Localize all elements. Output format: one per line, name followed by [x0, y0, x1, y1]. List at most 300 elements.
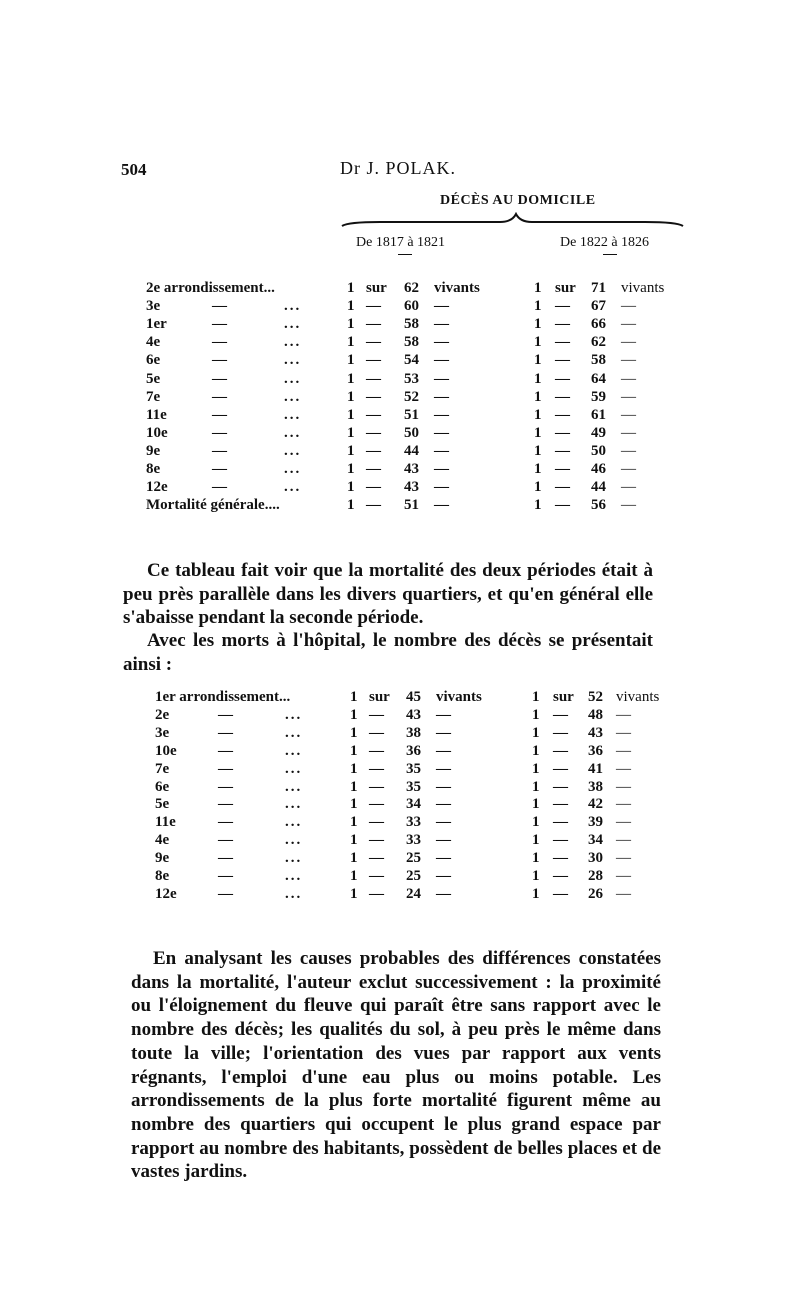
table-cell: 46 — [591, 461, 606, 477]
table-cell: 1 — [350, 706, 358, 723]
table-cell: 43 — [404, 461, 419, 477]
table-cell: — — [434, 406, 449, 423]
table-cell: 58 — [404, 334, 419, 351]
table-cell: — — [555, 370, 570, 387]
table-row — [0, 352, 800, 370]
table-cell: — — [616, 760, 631, 777]
table-cell: 50 — [591, 442, 606, 459]
table-cell: — — [555, 424, 570, 441]
table-cell: — — [621, 298, 636, 315]
period-1-header: De 1817 à 1821 — [356, 235, 446, 250]
table-cell: 61 — [591, 406, 606, 423]
leader-dots: ... — [285, 850, 303, 867]
ditto-mark: — — [218, 778, 233, 795]
table-cell: — — [434, 497, 449, 514]
table-cell: 38 — [588, 778, 603, 795]
leader-dots: ... — [284, 352, 302, 369]
table-cell: 1 — [347, 298, 355, 315]
table-cell: 1 — [534, 461, 542, 477]
paragraph-3: En analysant les causes probables des différences constatées dans la mortalité, l'auteur exclut successivement : la proximité ou l'éloignement du fleuve qui paraît être sans rapport avec le nombre des décès; les qualités du sol, à peu près le même dans toute la ville; l'orientation des vues par rapport aux vents régnants, l'emploi d'une eau plus ou moins potable. Les arrondissements de la plus forte mortalité figurent même au nombre des quartiers qui occupent le plus grand espace par rapport au nombre des habitants, possèdent de belles places et de vastes jardins. — [131, 948, 661, 1183]
table-cell: — — [553, 832, 568, 849]
row-label: 4e — [155, 832, 170, 849]
table-cell: 1 — [347, 424, 355, 441]
table-cell: 34 — [588, 832, 603, 849]
period-2-dash — [603, 254, 617, 255]
table-cell: — — [434, 370, 449, 387]
table-cell: 24 — [406, 885, 421, 902]
table-cell: 49 — [591, 424, 606, 441]
table-cell: 26 — [588, 885, 603, 902]
ditto-mark: — — [218, 706, 233, 723]
table-row — [0, 850, 800, 868]
table-row — [0, 389, 800, 407]
table-cell: — — [616, 778, 631, 795]
table-row — [0, 886, 800, 904]
table-cell: 1 — [534, 497, 542, 514]
table-cell: 1 — [347, 370, 355, 387]
ditto-mark: — — [212, 316, 227, 333]
table-cell: — — [436, 706, 451, 723]
table-cell: 1 — [347, 352, 355, 369]
leader-dots: ... — [284, 406, 302, 423]
row-label: 4e — [146, 334, 161, 351]
table-cell: vivants — [434, 280, 480, 296]
table-cell: sur — [553, 689, 574, 705]
table-cell: — — [555, 298, 570, 315]
ditto-mark: — — [212, 352, 227, 369]
ditto-mark: — — [218, 742, 233, 759]
table-cell: — — [553, 885, 568, 902]
table-cell: — — [369, 868, 384, 884]
table-cell: 1 — [347, 388, 355, 405]
table-cell: 36 — [406, 742, 421, 759]
table-cell: 1 — [350, 850, 358, 867]
brace-divider — [340, 212, 685, 230]
leader-dots: ... — [285, 868, 303, 884]
table-cell: 1 — [350, 885, 358, 902]
table-cell: 62 — [404, 280, 419, 296]
table-cell: 58 — [591, 352, 606, 369]
leader-dots: ... — [285, 814, 303, 831]
table-cell: — — [369, 832, 384, 849]
ditto-mark: — — [218, 885, 233, 902]
row-label: 11e — [146, 406, 167, 423]
table-cell: 1 — [350, 760, 358, 777]
row-label: 5e — [155, 796, 170, 813]
table-cell: — — [553, 850, 568, 867]
page-number: 504 — [121, 160, 147, 179]
table-cell: 1 — [350, 689, 358, 705]
table-row — [0, 479, 800, 497]
table-cell: — — [553, 814, 568, 831]
table-cell: 52 — [404, 388, 419, 405]
table-cell: 56 — [591, 497, 606, 514]
table-cell: 43 — [404, 479, 419, 496]
table-cell: 25 — [406, 868, 421, 884]
table-row — [0, 425, 800, 443]
ditto-mark: — — [212, 298, 227, 315]
table-row — [0, 725, 800, 743]
table-cell: 1 — [532, 850, 540, 867]
table-cell: 51 — [404, 406, 419, 423]
leader-dots: ... — [284, 334, 302, 351]
table-cell: 1 — [350, 724, 358, 741]
table-cell: — — [553, 868, 568, 884]
table-cell: — — [616, 796, 631, 813]
leader-dots: ... — [284, 370, 302, 387]
table-cell: — — [436, 885, 451, 902]
table-cell: 1 — [350, 742, 358, 759]
table-cell: — — [366, 388, 381, 405]
row-label: 6e — [146, 352, 161, 369]
table-cell: 60 — [404, 298, 419, 315]
leader-dots: ... — [285, 885, 303, 902]
table-cell: 42 — [588, 796, 603, 813]
table-cell: 1 — [534, 424, 542, 441]
table-cell: — — [555, 461, 570, 477]
table-cell: 1 — [347, 280, 355, 296]
table-cell: vivants — [621, 280, 665, 296]
row-label: Mortalité générale.... — [146, 497, 280, 514]
table-cell: 54 — [404, 352, 419, 369]
table-cell: — — [621, 388, 636, 405]
table-cell: — — [369, 885, 384, 902]
table-cell: 1 — [532, 832, 540, 849]
table-cell: 36 — [588, 742, 603, 759]
table-cell: 1 — [534, 352, 542, 369]
row-label: 10e — [155, 742, 177, 759]
table-cell: — — [369, 706, 384, 723]
table-cell: — — [434, 424, 449, 441]
ditto-mark: — — [212, 388, 227, 405]
table-cell: — — [369, 724, 384, 741]
table-row — [0, 779, 800, 797]
table-cell: — — [366, 442, 381, 459]
ditto-mark: — — [212, 479, 227, 496]
table-cell: 1 — [534, 334, 542, 351]
running-title: Dr J. POLAK. — [340, 158, 457, 178]
table-cell: 1 — [532, 885, 540, 902]
table-cell: 64 — [591, 370, 606, 387]
table-row — [0, 298, 800, 316]
table-cell: — — [621, 406, 636, 423]
table-cell: 1 — [532, 706, 540, 723]
table-cell: — — [553, 724, 568, 741]
row-label: 6e — [155, 778, 170, 795]
period-1-dash — [398, 254, 412, 255]
table-cell: — — [553, 760, 568, 777]
table-cell: sur — [369, 689, 390, 705]
table-cell: 1 — [534, 280, 542, 296]
row-label: 9e — [155, 850, 170, 867]
table-row — [0, 832, 800, 850]
leader-dots: ... — [285, 778, 303, 795]
ditto-mark: — — [218, 760, 233, 777]
table-cell: sur — [555, 280, 576, 296]
table-cell: — — [555, 388, 570, 405]
row-label: 2e arrondissement... — [146, 280, 275, 296]
table-cell: — — [436, 850, 451, 867]
row-label: 2e — [155, 706, 170, 723]
table-cell: 33 — [406, 814, 421, 831]
leader-dots: ... — [284, 479, 302, 496]
table-cell: — — [369, 796, 384, 813]
table-cell: — — [621, 334, 636, 351]
leader-dots: ... — [285, 796, 303, 813]
row-label: 5e — [146, 370, 161, 387]
table-row — [0, 761, 800, 779]
table-cell: — — [621, 479, 636, 496]
table-cell: 1 — [532, 742, 540, 759]
table-cell: 48 — [588, 706, 603, 723]
table-cell: — — [436, 868, 451, 884]
table-cell: vivants — [436, 689, 482, 705]
leader-dots: ... — [285, 742, 303, 759]
table-cell: 44 — [591, 479, 606, 496]
table-cell: — — [555, 479, 570, 496]
table-cell: — — [616, 814, 631, 831]
table-cell: 67 — [591, 298, 606, 315]
table-cell: — — [436, 742, 451, 759]
leader-dots: ... — [284, 316, 302, 333]
table-cell: — — [436, 724, 451, 741]
table-cell: — — [555, 316, 570, 333]
table-cell: 43 — [588, 724, 603, 741]
table-cell: — — [434, 442, 449, 459]
table-cell: — — [434, 316, 449, 333]
table-row — [0, 371, 800, 389]
table-cell: 1 — [534, 406, 542, 423]
table-cell: — — [621, 370, 636, 387]
table-cell: 71 — [591, 280, 606, 296]
row-label: 7e — [146, 388, 161, 405]
paragraph-1: Ce tableau fait voir que la mortalité des deux périodes était à peu près parallèle dans les divers quartiers, et qu'en général elle s'abaisse pendant la seconde période. — [123, 560, 653, 628]
table-cell: 28 — [588, 868, 603, 884]
leader-dots: ... — [285, 724, 303, 741]
table-cell: 1 — [350, 868, 358, 884]
table-cell: 39 — [588, 814, 603, 831]
row-label: 3e — [155, 724, 170, 741]
table-cell: — — [621, 352, 636, 369]
table-cell: 51 — [404, 497, 419, 514]
table-cell: 1 — [534, 370, 542, 387]
ditto-mark: — — [218, 832, 233, 849]
table-cell: — — [553, 742, 568, 759]
table-cell: — — [434, 298, 449, 315]
table-cell: 1 — [347, 461, 355, 477]
table-cell: 1 — [532, 814, 540, 831]
ditto-mark: — — [212, 424, 227, 441]
row-label: 8e — [155, 868, 170, 884]
table-cell: — — [436, 796, 451, 813]
table-cell: 1 — [532, 778, 540, 795]
table-cell: — — [434, 334, 449, 351]
table-cell: — — [555, 352, 570, 369]
table-cell: — — [366, 497, 381, 514]
table-cell: 1 — [534, 479, 542, 496]
table-cell: — — [616, 724, 631, 741]
table-cell: — — [616, 832, 631, 849]
row-label: 12e — [146, 479, 168, 496]
table-cell: — — [621, 424, 636, 441]
ditto-mark: — — [218, 796, 233, 813]
table-cell: — — [434, 352, 449, 369]
table-cell: — — [616, 885, 631, 902]
table-cell: — — [555, 334, 570, 351]
table-cell: 1 — [534, 316, 542, 333]
table-cell: — — [553, 778, 568, 795]
table-cell: 35 — [406, 760, 421, 777]
row-label: 1er arrondissement... — [155, 689, 291, 705]
table-cell: 62 — [591, 334, 606, 351]
table-cell: 1 — [350, 832, 358, 849]
table-cell: 1 — [347, 479, 355, 496]
table-cell: — — [555, 442, 570, 459]
table-row — [0, 461, 800, 479]
table-cell: — — [616, 706, 631, 723]
table-cell: — — [555, 497, 570, 514]
table-cell: vivants — [616, 689, 660, 705]
table-cell: 30 — [588, 850, 603, 867]
table-cell: 1 — [350, 814, 358, 831]
table-cell: — — [621, 442, 636, 459]
table-cell: — — [436, 778, 451, 795]
table-cell: 58 — [404, 316, 419, 333]
table-cell: — — [366, 461, 381, 477]
table-cell: — — [436, 814, 451, 831]
ditto-mark: — — [212, 334, 227, 351]
table-cell: — — [369, 850, 384, 867]
ditto-mark: — — [212, 406, 227, 423]
row-label: 9e — [146, 442, 161, 459]
table-cell: 35 — [406, 778, 421, 795]
table-row — [0, 407, 800, 425]
table-cell: — — [366, 352, 381, 369]
table-cell: — — [369, 760, 384, 777]
table-cell: — — [553, 706, 568, 723]
table-cell: sur — [366, 280, 387, 296]
row-label: 11e — [155, 814, 176, 831]
row-label: 12e — [155, 885, 177, 902]
table-row — [0, 316, 800, 334]
row-label: 10e — [146, 424, 168, 441]
table-cell: 1 — [534, 442, 542, 459]
table-cell: — — [366, 316, 381, 333]
table-cell: 1 — [350, 778, 358, 795]
table-cell: 1 — [347, 406, 355, 423]
table-cell: — — [436, 760, 451, 777]
table-cell: 1 — [532, 689, 540, 705]
table-cell: — — [434, 461, 449, 477]
table-row — [0, 280, 800, 298]
ditto-mark: — — [212, 461, 227, 477]
table-row — [0, 497, 800, 515]
table-cell: 41 — [588, 760, 603, 777]
row-label: 3e — [146, 298, 161, 315]
ditto-mark: — — [218, 724, 233, 741]
table-cell: — — [621, 497, 636, 514]
ditto-mark: — — [212, 370, 227, 387]
table-cell: 66 — [591, 316, 606, 333]
table-cell: — — [366, 479, 381, 496]
table-title: DÉCÈS AU DOMICILE — [440, 193, 596, 208]
ditto-mark: — — [218, 868, 233, 884]
table-row — [0, 814, 800, 832]
table-cell: 52 — [588, 689, 603, 705]
table-cell: 1 — [532, 760, 540, 777]
leader-dots: ... — [285, 832, 303, 849]
table-cell: — — [616, 850, 631, 867]
table-cell: 45 — [406, 689, 421, 705]
table-row — [0, 796, 800, 814]
table-row — [0, 443, 800, 461]
ditto-mark: — — [218, 814, 233, 831]
leader-dots: ... — [285, 706, 303, 723]
table-cell: — — [621, 316, 636, 333]
row-label: 8e — [146, 461, 161, 477]
table-cell: — — [366, 298, 381, 315]
table-cell: — — [436, 832, 451, 849]
table-cell: 53 — [404, 370, 419, 387]
table-cell: — — [369, 778, 384, 795]
table-cell: — — [621, 461, 636, 477]
table-cell: — — [434, 388, 449, 405]
leader-dots: ... — [284, 298, 302, 315]
leader-dots: ... — [284, 424, 302, 441]
table-cell: — — [366, 370, 381, 387]
table-cell: 1 — [532, 868, 540, 884]
table-cell: 1 — [347, 497, 355, 514]
table-cell: — — [369, 814, 384, 831]
table-cell: — — [366, 424, 381, 441]
table-cell: 38 — [406, 724, 421, 741]
leader-dots: ... — [284, 388, 302, 405]
table-cell: 1 — [350, 796, 358, 813]
table-cell: — — [555, 406, 570, 423]
table-cell: 43 — [406, 706, 421, 723]
table-cell: 34 — [406, 796, 421, 813]
table-cell: 1 — [532, 796, 540, 813]
table-row — [0, 689, 800, 707]
table-cell: 1 — [347, 442, 355, 459]
table-cell: 1 — [534, 388, 542, 405]
row-label: 7e — [155, 760, 170, 777]
table-cell: 33 — [406, 832, 421, 849]
ditto-mark: — — [218, 850, 233, 867]
table-cell: 50 — [404, 424, 419, 441]
table-cell: — — [616, 742, 631, 759]
table-cell: 1 — [534, 298, 542, 315]
leader-dots: ... — [285, 760, 303, 777]
table-row — [0, 334, 800, 352]
table-cell: 1 — [347, 334, 355, 351]
table-row — [0, 707, 800, 725]
table-cell: 25 — [406, 850, 421, 867]
row-label: 1er — [146, 316, 167, 333]
table-cell: — — [366, 334, 381, 351]
leader-dots: ... — [284, 442, 302, 459]
table-row — [0, 743, 800, 761]
period-2-header: De 1822 à 1826 — [560, 235, 650, 250]
table-cell: 59 — [591, 388, 606, 405]
ditto-mark: — — [212, 442, 227, 459]
table-cell: — — [369, 742, 384, 759]
table-cell: — — [616, 868, 631, 884]
table-cell: — — [366, 406, 381, 423]
table-row — [0, 868, 800, 886]
paragraph-2: Avec les morts à l'hôpital, le nombre des décès se présentait ainsi : — [123, 630, 653, 675]
leader-dots: ... — [284, 461, 302, 477]
